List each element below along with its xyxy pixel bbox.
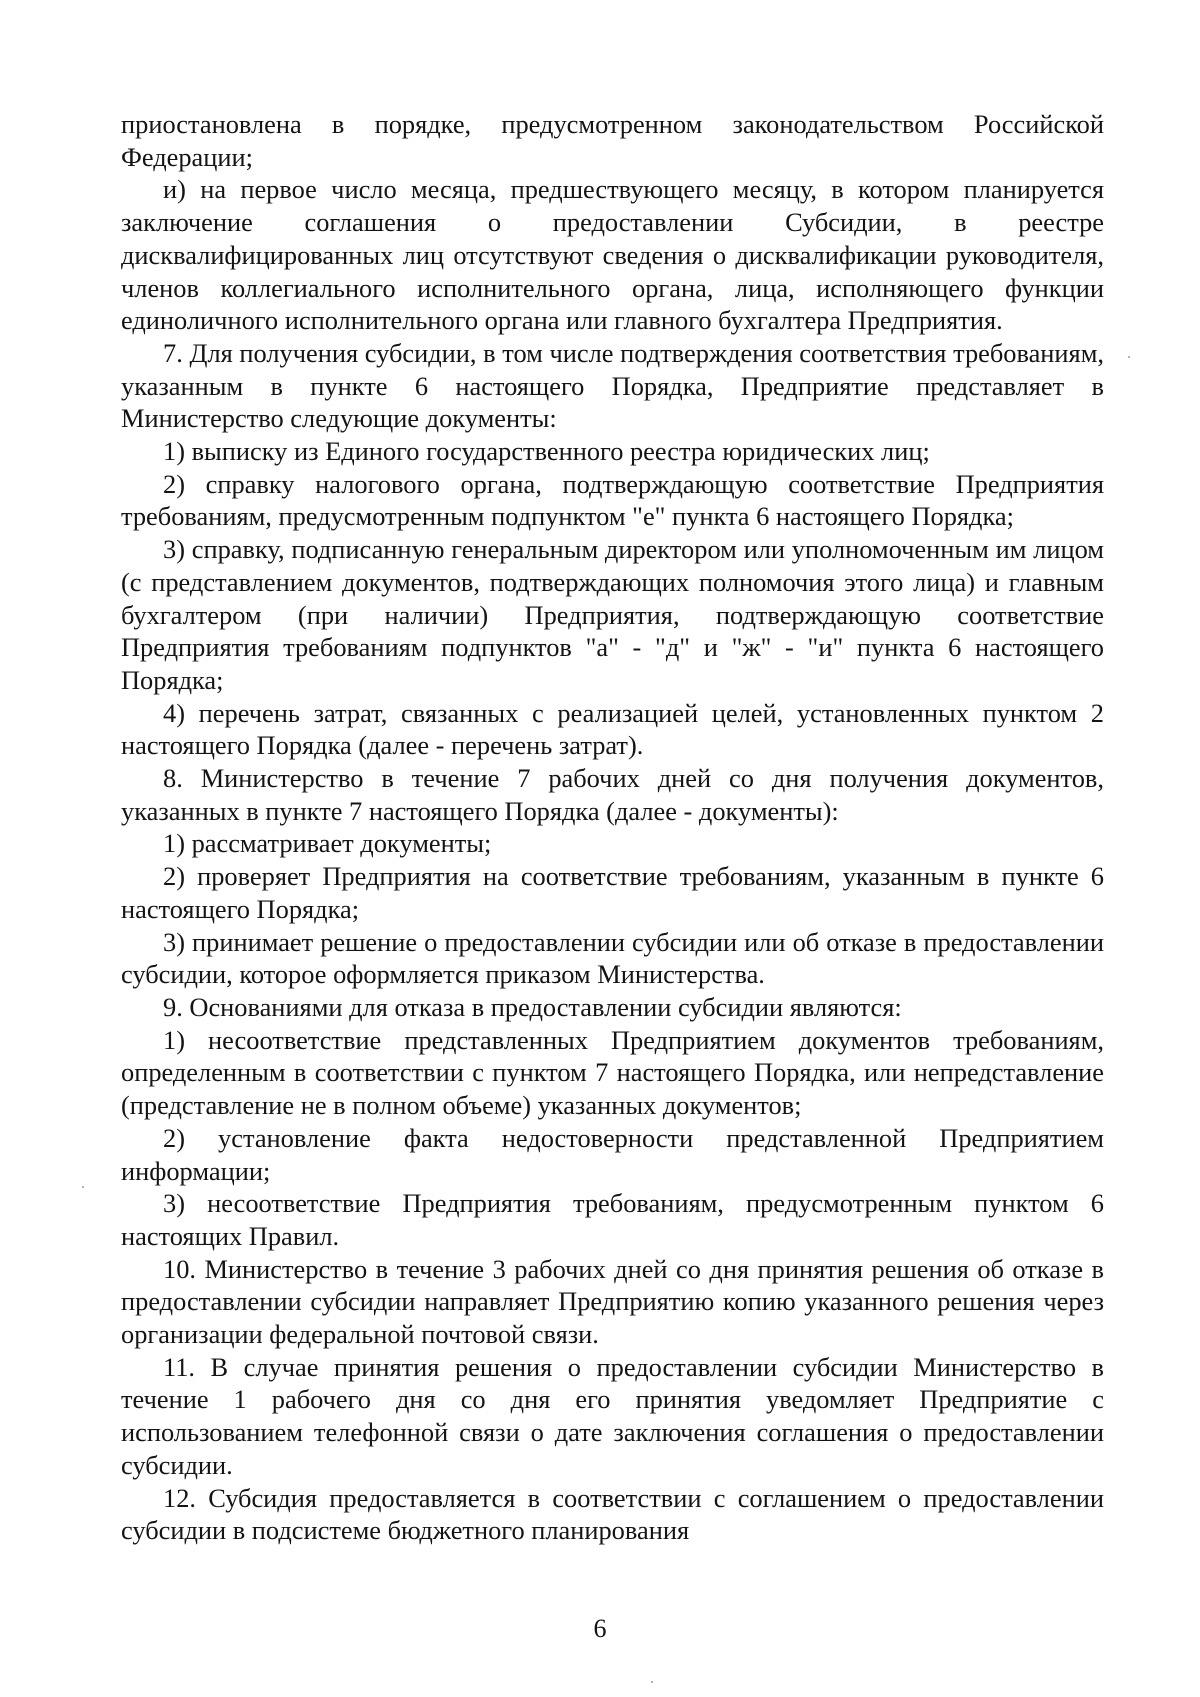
document-body bbox=[121, 108, 1104, 1547]
paragraph-10: 10. Министерство в течение 3 рабочих дней со дня принятия решения об отказе в предоставлении субсидии направляет Предприятию копию указанного решения через организации федеральной почтовой связи. bbox=[121, 1253, 1104, 1350]
paragraph-7-item-4: 4) перечень затрат, связанных с реализацией целей, установленных пунктом 2 настоящего Порядка (далее - перечень затрат). bbox=[121, 697, 1104, 761]
paragraph-8-item-3: 3) принимает решение о предоставлении субсидии или об отказе в предоставлении субсидии, которое оформляется приказом Министерства. bbox=[121, 926, 1104, 990]
paragraph-9-item-3: 3) несоответствие Предприятия требованиям, предусмотренным пунктом 6 настоящих Правил. bbox=[121, 1188, 1104, 1251]
scan-speck bbox=[1128, 356, 1130, 358]
paragraph-7-item-2: 2) справку налогового органа, подтверждающую соответствие Предприятия требованиям, предусмотренным подпунктом "е" пункта 6 настоящего Порядка; bbox=[121, 468, 1104, 532]
paragraph-9-item-1: 1) несоответствие представленных Предприятием документов требованиям, определенным в соответствии с пунктом 7 настоящего Порядка, или непредставление (представление не в полном объеме) указанных документов; bbox=[121, 1024, 1104, 1121]
paragraph-8: 8. Министерство в течение 7 рабочих дней со дня получения документов, указанных в пункте 7 настоящего Порядка (далее - документы): bbox=[121, 763, 1104, 826]
paragraph-12: 12. Субсидия предоставляется в соответствии с соглашением о предоставлении субсидии в подсистеме бюджетного планирования bbox=[121, 1482, 1104, 1546]
paragraph-8-item-2: 2) проверяет Предприятия на соответствие требованиям, указанным в пункте 6 настоящего Порядка; bbox=[121, 861, 1104, 924]
paragraph-8-item-1: 1) рассматривает документы; bbox=[163, 828, 492, 859]
paragraph-9-item-2: 2) установление факта недостоверности представленной Предприятием информации; bbox=[121, 1122, 1104, 1186]
paragraph-continuation: приостановлена в порядке, предусмотренном законодательством Российской Федерации; bbox=[121, 109, 1104, 172]
scan-speck bbox=[82, 1186, 84, 1188]
paragraph-9: 9. Основаниями для отказа в предоставлении субсидии являются: bbox=[163, 991, 902, 1022]
paragraph-7-item-1: 1) выписку из Единого государственного реестра юридических лиц; bbox=[163, 436, 930, 467]
paragraph-7: 7. Для получения субсидии, в том числе подтверждения соответствия требованиям, указанным в пункте 6 настоящего Порядка, Предприятие представляет в Министерство следующие документы: bbox=[121, 337, 1104, 434]
paragraph-11: 11. В случае принятия решения о предоставлении субсидии Министерство в течение 1 рабочего дня со дня его принятия уведомляет Предприятие с использованием телефонной связи о дате заключения соглашения о предоставлении субсидии. bbox=[121, 1351, 1104, 1480]
scan-speck bbox=[651, 1681, 653, 1683]
paragraph-item-i: и) на первое число месяца, предшествующего месяцу, в котором планируется заключение соглашения о предоставлении Субсидии, в реестре дисквалифицированных лиц отсутствуют сведения о дисквалификации руководителя, членов коллегиального исполнительного органа, лица, исполняющего функции единоличного исполнительного органа или главного бухгалтера Предприятия. bbox=[121, 174, 1104, 336]
paragraph-7-item-3: 3) справку, подписанную генеральным директором или уполномоченным им лицом (с представлением документов, подтверждающих полномочия этого лица) и главным бухгалтером (при наличии) Предприятия, подтверждающую соответствие Предприятия требованиям подпунктов "а" - "д" и "ж" - "и" пункта 6 настоящего Порядка; bbox=[121, 534, 1104, 695]
page-number: 6 bbox=[593, 1614, 607, 1643]
